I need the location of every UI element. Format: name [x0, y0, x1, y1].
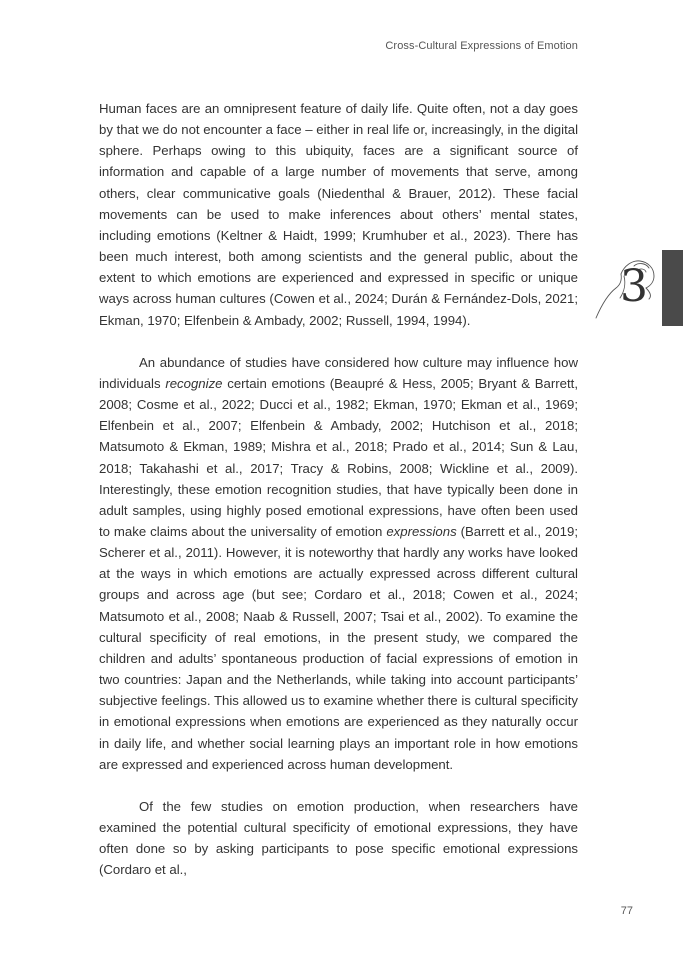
- running-head-title: Cross-Cultural Expressions of Emotion: [385, 40, 578, 52]
- emphasis-expressions: expressions: [386, 523, 457, 539]
- paragraph-2-part-1: An abundance of studies have considered how culture may influence how individuals: [99, 354, 578, 391]
- emphasis-recognize: recognize: [165, 375, 223, 391]
- paragraph-2-part-3: (Barrett et al., 2019; Scherer et al., 2011). However, it is noteworthy that hardly any works have looked at the ways in which emotions are actually expressed across different cultural groups and across age (but see; Cordaro et al., 2018; Cowen et al., 2024; Matsumoto et al., 2008; Naab & Russell, 2007; Tsai et al., 2002). To examine the cultural specificity of real emotions, in the present study, we compared the children and adults’ spontaneous production of facial expressions of emotion in two countries: Japan and the Netherlands, while taking into account participants’ subjective feelings. This allowed us to examine whether there is cultural specificity in emotional expressions when emotions are experienced as they naturally occur in daily life, and whether social learning plays an important role in how emotions are expressed and experienced across human development.: [99, 523, 578, 772]
- body-text: [99, 98, 578, 880]
- paragraph-2-part-2: certain emotions (Beaupré & Hess, 2005; Bryant & Barrett, 2008; Cosme et al., 2022; Ducci et al., 1982; Ekman, 1970; Ekman et al., 1969; Elfenbein et al., 2007; Elfenbein & Ambady, 2002; Hutchison et al., 2018; Matsumoto & Ekman, 1989; Mishra et al., 2018; Prado et al., 2014; Sun & Lau, 2018; Takahashi et al., 2017; Tracy & Robins, 2008; Wickline et al., 2009). Interestingly, these emotion recognition studies, that have typically been done in adult samples, using highly posed emotional expressions, have often been used to make claims about the universality of emotion: [99, 375, 578, 539]
- paragraph-3: Of the few studies on emotion production, when researchers have examined the potential cultural specificity of emotional expressions, they have often done so by asking participants to pose specific emotional expressions (Cordaro et al.,: [99, 798, 578, 878]
- chapter-number: 3: [620, 261, 648, 312]
- page-number: 77: [620, 905, 633, 917]
- chapter-thumb-tab: [662, 250, 683, 326]
- paragraph-2: [99, 352, 578, 775]
- paragraph-1: Human faces are an omnipresent feature of daily life. Quite often, not a day goes by that we do not encounter a face – either in real life or, increasingly, in the digital sphere. Perhaps owing to this ubiquity, faces are a significant source of information and capable of a large number of movements that serve, among others, clear communicative goals (Niedenthal & Brauer, 2012). These facial movements can be used to make inferences about others’ mental states, including emotions (Keltner & Haidt, 1999; Krumhuber et al., 2023). There has been much interest, both among scientists and the general public, about the extent to which emotions are experienced and expressed in specific or unique ways across human cultures (Cowen et al., 2024; Durán & Fernández-Dols, 2021; Ekman, 1970; Elfenbein & Ambady, 2002; Russell, 1994, 1994).: [99, 101, 578, 328]
